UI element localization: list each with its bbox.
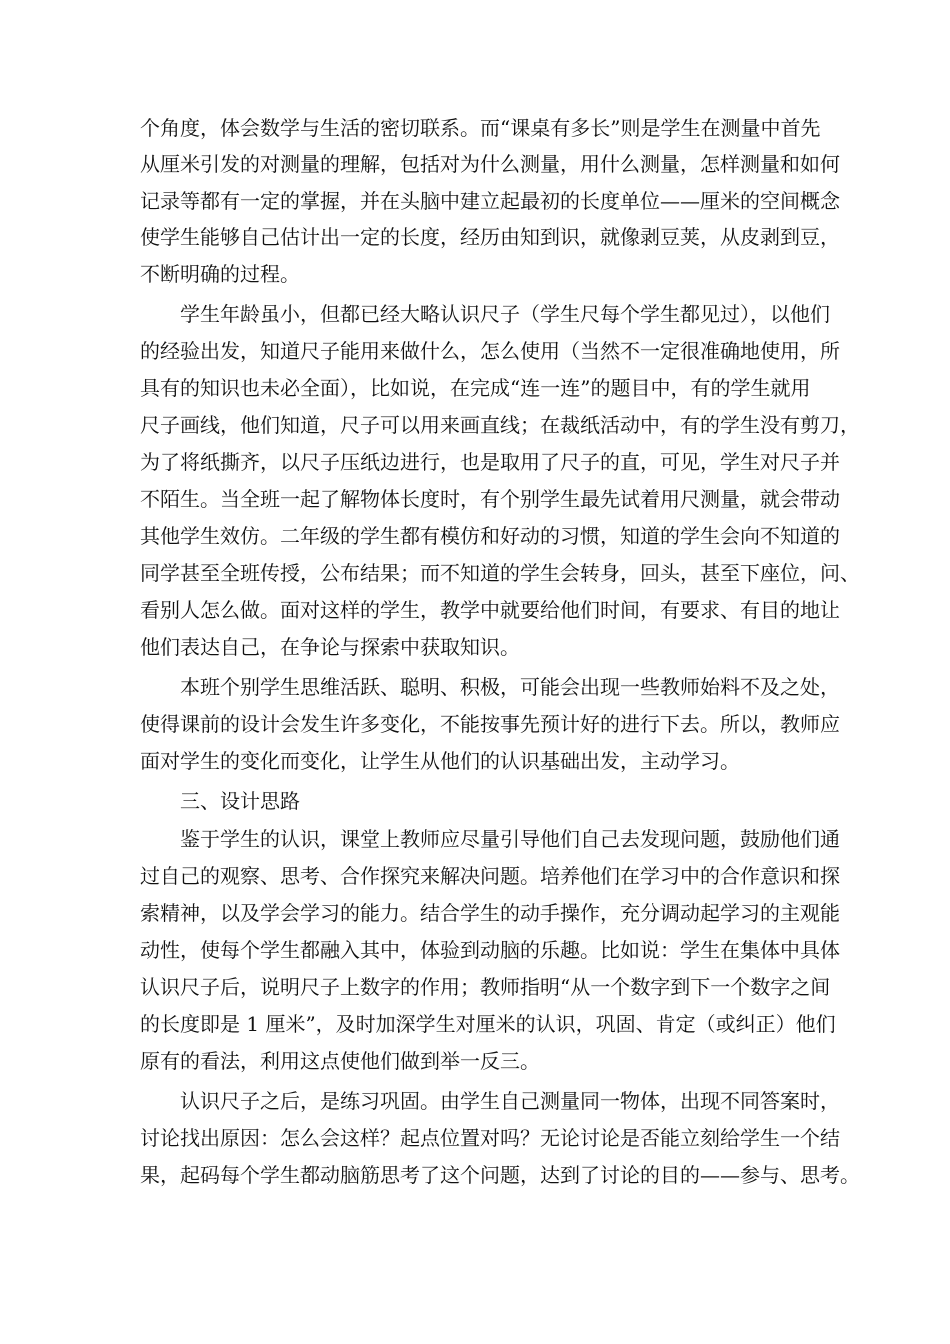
text-line: 果，起码每个学生都动脑筋思考了这个问题，达到了讨论的目的——参与、思考。 (140, 1163, 860, 1187)
text-line: 看别人怎么做。面对这样的学生，教学中就要给他们时间，有要求、有目的地让 (140, 598, 840, 622)
text-line: 过自己的观察、思考、合作探究来解决问题。培养他们在学习中的合作意识和探 (140, 864, 840, 888)
text-line: 为了将纸撕齐，以尺子压纸边进行，也是取用了尺子的直，可见，学生对尺子并 (140, 450, 840, 474)
section-heading: 三、设计思路 (180, 789, 300, 813)
text-line: 认识尺子后，说明尺子上数字的作用；教师指明“从一个数字到下一个数字之间 (140, 975, 831, 999)
text-line: 不陌生。当全班一起了解物体长度时，有个别学生最先试着用尺测量，就会带动 (140, 487, 840, 511)
text-line: 尺子画线，他们知道，尺子可以用来画直线；在裁纸活动中，有的学生没有剪刀， (140, 413, 860, 437)
text-line: 索精神，以及学会学习的能力。结合学生的动手操作，充分调动起学习的主观能 (140, 901, 840, 925)
text-line: 具有的知识也未必全面），比如说，在完成“连一连”的题目中，有的学生就用 (140, 376, 811, 400)
text-line: 动性，使每个学生都融入其中，体验到动脑的乐趣。比如说：学生在集体中具体 (140, 938, 840, 962)
text-line: 的经验出发，知道尺子能用来做什么，怎么使用（当然不一定很准确地使用，所 (140, 339, 840, 363)
text-line: 个角度，体会数学与生活的密切联系。而“课桌有多长”则是学生在测量中首先 (140, 116, 821, 140)
text-line: 的长度即是 1 厘米”，及时加深学生对厘米的认识，巩固、肯定（或纠正）他们 (140, 1012, 836, 1036)
paragraph-first-line: 本班个别学生思维活跃、聪明、积极，可能会出现一些教师始料不及之处， (180, 675, 840, 699)
text-line: 其他学生效仿。二年级的学生都有模仿和好动的习惯，知道的学生会向不知道的 (140, 524, 840, 548)
paragraph-first-line: 学生年龄虽小，但都已经大略认识尺子（学生尺每个学生都见过），以他们 (180, 302, 830, 326)
text-line: 使学生能够自己估计出一定的长度，经历由知到识，就像剥豆荚，从皮剥到豆， (140, 225, 840, 249)
text-line: 使得课前的设计会发生许多变化，不能按事先预计好的进行下去。所以，教师应 (140, 712, 840, 736)
text-line: 不断明确的过程。 (140, 262, 300, 286)
text-line: 讨论找出原因：怎么会这样？起点位置对吗？无论讨论是否能立刻给学生一个结 (140, 1126, 840, 1150)
paragraph-first-line: 鉴于学生的认识，课堂上教师应尽量引导他们自己去发现问题，鼓励他们通 (180, 827, 840, 851)
text-line: 同学甚至全班传授，公布结果；而不知道的学生会转身，回头，甚至下座位，问、 (140, 561, 860, 585)
text-line: 他们表达自己，在争论与探索中获取知识。 (140, 635, 520, 659)
text-line: 面对学生的变化而变化，让学生从他们的认识基础出发，主动学习。 (140, 749, 740, 773)
text-line: 记录等都有一定的掌握，并在头脑中建立起最初的长度单位——厘米的空间概念 (140, 189, 840, 213)
text-line: 原有的看法，利用这点使他们做到举一反三。 (140, 1049, 540, 1073)
text-line: 从厘米引发的对测量的理解，包括对为什么测量，用什么测量，怎样测量和如何 (140, 152, 840, 176)
paragraph-first-line: 认识尺子之后，是练习巩固。由学生自己测量同一物体，出现不同答案时， (180, 1089, 840, 1113)
